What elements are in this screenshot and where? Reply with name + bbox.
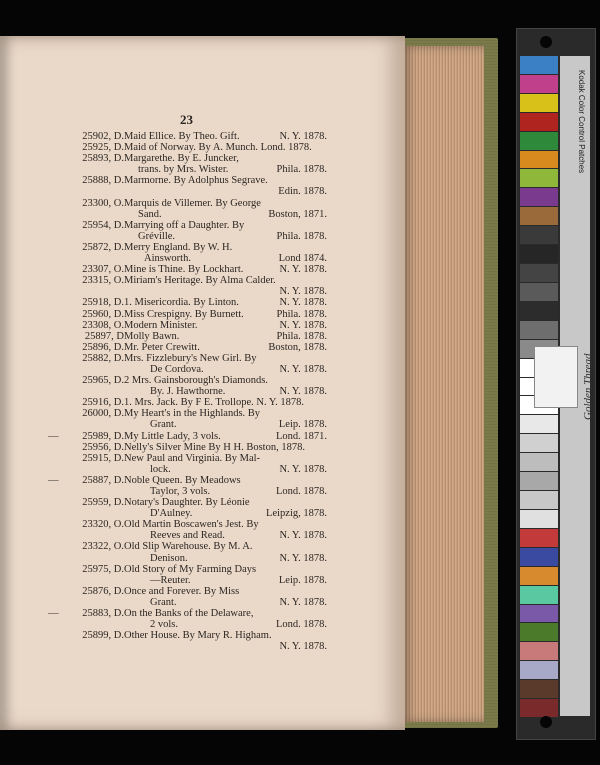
catalog-line <box>0 442 405 453</box>
catalog-line <box>0 153 405 164</box>
call-number: 25888, D. <box>82 175 124 187</box>
color-patch <box>520 188 558 206</box>
catalog-line <box>0 342 405 353</box>
call-number: 25893, D. <box>82 153 124 165</box>
color-patch <box>520 529 558 547</box>
catalog-line <box>0 464 405 475</box>
color-patch <box>520 226 558 244</box>
entry-title: 1. Misericordia. By Linton. <box>124 297 239 309</box>
color-patch <box>520 434 558 452</box>
entry-title: Molly Bawn. <box>124 330 180 342</box>
color-patch <box>520 75 558 93</box>
entry-title: Marrying off a Daughter. By <box>124 219 245 231</box>
entry-title: Miriam's Heritage. By Alma Calder. <box>124 275 276 287</box>
catalog-line <box>0 397 405 408</box>
call-number: 25960, D. <box>82 308 124 320</box>
call-number: 25915, D. <box>82 452 124 464</box>
call-number: 25956, D. <box>82 441 124 453</box>
publication-place-year: N. Y. 1878. <box>279 530 327 542</box>
call-number: 25975, D. <box>82 563 124 575</box>
publication-place-year: N. Y. 1878. <box>279 463 327 475</box>
entry-title: Grant. <box>150 596 177 608</box>
entry-title: Maid of Norway. By A. Munch. Lond. 1878. <box>124 142 312 154</box>
color-patch <box>520 586 558 604</box>
color-patch <box>520 642 558 660</box>
call-number: 25896, D. <box>82 341 124 353</box>
call-number: 25916, D. <box>82 397 124 409</box>
call-number: 25965, D. <box>82 375 124 387</box>
color-patch <box>520 680 558 698</box>
call-number: 23322, O. <box>82 541 124 553</box>
catalog-line <box>0 431 405 442</box>
catalog-line <box>0 475 405 486</box>
entry-title: Ainsworth. <box>144 253 191 265</box>
page-edges <box>402 46 484 722</box>
call-number: 25989, D. <box>82 430 124 442</box>
call-number: 25882, D. <box>82 352 124 364</box>
catalog-line <box>0 375 405 386</box>
publication-place-year: Lond 1874. <box>278 253 327 265</box>
catalog-line <box>0 220 405 231</box>
call-number: 25959, D. <box>82 497 124 509</box>
catalog-line <box>0 586 405 597</box>
catalog-line <box>0 486 405 497</box>
publication-place-year: N. Y. 1878. <box>279 319 327 331</box>
catalog-line <box>0 209 405 220</box>
call-number: 25897, D <box>84 330 124 342</box>
call-number: 25887, D. <box>82 474 124 486</box>
catalog-line <box>0 242 405 253</box>
entry-title: Once and Forever. By Miss <box>124 585 240 597</box>
card-hole-bottom <box>540 716 552 728</box>
entry-title: Reeves and Read. <box>150 530 225 542</box>
catalog-line <box>0 175 405 186</box>
color-patch <box>520 548 558 566</box>
card-hole-top <box>540 36 552 48</box>
color-patch <box>520 567 558 585</box>
entry-title: Marquis de Villemer. By George <box>124 197 261 209</box>
catalog-line <box>0 353 405 364</box>
catalog-line <box>0 497 405 508</box>
entry-title: Taylor, 3 vols. <box>150 486 211 497</box>
call-number: 25918, D. <box>82 297 124 309</box>
color-patch <box>520 264 558 282</box>
entry-title: Maid Ellice. By Theo. Gift. <box>124 131 240 142</box>
color-patch <box>520 605 558 623</box>
entry-title: Gréville. <box>138 230 176 242</box>
call-number: 25899, D. <box>82 630 124 642</box>
color-patch <box>520 56 558 74</box>
entry-title: My Heart's in the Highlands. By <box>124 408 261 420</box>
call-number: 25925, D. <box>82 142 124 154</box>
catalog-line <box>0 364 405 375</box>
publication-place-year: Edin. 1878. <box>278 186 327 198</box>
color-patch <box>520 207 558 225</box>
publication-place-year: N. Y. 1878. <box>279 297 327 309</box>
call-number: 23307, O. <box>82 264 124 276</box>
entry-title: lock. <box>150 463 171 475</box>
color-patch <box>520 169 558 187</box>
target-tag <box>534 346 578 408</box>
catalog-line <box>0 597 405 608</box>
entry-title: Grant. <box>150 419 177 431</box>
entry-title: Miss Crespigny. By Burnett. <box>124 308 244 320</box>
color-patch <box>520 151 558 169</box>
catalog-line <box>0 309 405 320</box>
catalog-line <box>0 641 405 652</box>
entry-title: Noble Queen. By Meadows <box>124 474 241 486</box>
publication-place-year: Boston, 1878. <box>268 341 327 353</box>
entry-title: Sand. <box>138 208 162 220</box>
catalog-line <box>0 142 405 153</box>
color-patch <box>520 321 558 339</box>
call-number: 25902, D. <box>82 131 124 142</box>
call-number: 25876, D. <box>82 585 124 597</box>
color-patch <box>520 415 558 433</box>
publication-place-year: Lond. 1871. <box>275 430 327 442</box>
catalog-line <box>0 530 405 541</box>
color-card-brand: Kodak Color Control Patches <box>577 70 586 174</box>
page-number: 23 <box>180 112 193 127</box>
margin-mark: — <box>48 608 59 620</box>
entry-title: D'Aulney. <box>150 508 193 520</box>
publication-place-year: N. Y. 1878. <box>279 552 327 564</box>
catalog-line <box>0 564 405 575</box>
publication-place-year: Leip. 1878. <box>278 419 327 431</box>
entry-title: 1. Mrs. Jack. By F E. Trollope. N. Y. 1878. <box>124 397 304 409</box>
catalog-line <box>0 198 405 209</box>
entry-title: Old Martin Boscawen's Jest. By <box>124 519 259 531</box>
catalog-line <box>0 320 405 331</box>
entry-title: Merry England. By W. H. <box>124 241 233 253</box>
publication-place-year: Lond. 1878. <box>275 619 327 631</box>
call-number: 23308, O. <box>82 319 124 331</box>
publication-place-year: Boston, 1871. <box>268 208 327 220</box>
entry-title: Margarethe. By E. Juncker, <box>124 153 239 165</box>
publication-place-year: N. Y. 1878. <box>279 131 327 142</box>
catalog-line <box>0 630 405 641</box>
call-number: 25872, D. <box>82 241 124 253</box>
entry-title: Marmorne. By Adolphus Segrave. <box>124 175 268 187</box>
color-patch <box>520 94 558 112</box>
color-patch <box>520 113 558 131</box>
entry-title: trans. by Mrs. Wister. <box>138 164 229 176</box>
entry-title: De Cordova. <box>150 363 204 375</box>
color-patch <box>520 132 558 150</box>
publication-place-year: N. Y. 1878. <box>279 596 327 608</box>
catalog-line <box>0 386 405 397</box>
entry-title: 2 vols. <box>150 619 179 631</box>
golden-thread-label: Golden Thread <box>582 353 594 420</box>
catalog-line <box>0 275 405 286</box>
entry-title: Old Slip Warehouse. By M. A. <box>124 541 253 553</box>
catalog-line <box>0 419 405 430</box>
catalog-line <box>0 286 405 297</box>
publication-place-year: Phila. 1878. <box>276 330 327 342</box>
entry-title: Other House. By Mary R. Higham. <box>124 630 272 642</box>
entry-title: Mrs. Fizzlebury's New Girl. By <box>124 352 257 364</box>
publication-place-year: Phila. 1878. <box>276 230 327 242</box>
call-number: 26000, D. <box>82 408 124 420</box>
catalog-line <box>0 164 405 175</box>
entry-title: New Paul and Virginia. By Mal- <box>124 452 261 464</box>
publication-place-year: N. Y. 1878. <box>279 363 327 375</box>
catalog-line <box>0 541 405 552</box>
publication-place-year: N. Y. 1878. <box>279 264 327 276</box>
entry-title: My Little Lady, 3 vols. <box>124 430 221 442</box>
catalog-line <box>0 519 405 530</box>
publication-place-year: N. Y. 1878. <box>279 386 327 398</box>
margin-mark: — <box>48 430 59 442</box>
publication-place-year: Leipzig, 1878. <box>266 508 327 520</box>
publication-place-year: N. Y. 1878. <box>279 286 327 298</box>
call-number: 25954, D. <box>82 219 124 231</box>
entry-title: On the Banks of the Delaware, <box>124 608 254 620</box>
publication-place-year: Phila. 1878. <box>276 164 327 176</box>
color-patch <box>520 302 558 320</box>
catalog-line <box>0 508 405 519</box>
color-patch <box>520 283 558 301</box>
catalog-line <box>0 186 405 197</box>
entry-title: Mine is Thine. By Lockhart. <box>124 264 244 276</box>
catalog-line <box>0 408 405 419</box>
catalog-line <box>0 575 405 586</box>
color-patch <box>520 453 558 471</box>
catalog-line <box>0 297 405 308</box>
catalog-line <box>0 619 405 630</box>
call-number: 23320, O. <box>82 519 124 531</box>
entry-title: Denison. <box>150 552 188 564</box>
entry-title: —Reuter. <box>150 574 191 586</box>
entry-title: Modern Minister. <box>124 319 198 331</box>
entry-title: 2 Mrs. Gainsborough's Diamonds. <box>124 375 268 387</box>
catalog-line <box>0 253 405 264</box>
publication-place-year: Lond. 1878. <box>275 486 327 497</box>
entry-title: By. J. Hawthorne. <box>150 386 226 398</box>
publication-place-year: Phila. 1878. <box>276 308 327 320</box>
entry-title: Notary's Daughter. By Léonie <box>124 497 250 509</box>
call-number: 25883, D. <box>82 608 124 620</box>
catalog-line <box>0 264 405 275</box>
color-patch <box>520 245 558 263</box>
color-patch <box>520 699 558 717</box>
color-patch <box>520 661 558 679</box>
catalog-line <box>0 231 405 242</box>
color-patch <box>520 510 558 528</box>
publication-place-year: Leip. 1878. <box>278 574 327 586</box>
catalog-line <box>0 131 405 142</box>
catalog-line <box>0 553 405 564</box>
entry-title: Nelly's Silver Mine By H H. Boston, 1878. <box>124 441 305 453</box>
call-number: 23300, O. <box>82 197 124 209</box>
margin-mark: — <box>48 474 59 486</box>
catalog-line <box>0 331 405 342</box>
call-number: 23315, O. <box>82 275 124 287</box>
color-patch <box>520 623 558 641</box>
color-patch <box>520 491 558 509</box>
publication-place-year: N. Y. 1878. <box>279 641 327 653</box>
entry-title: Mr. Peter Crewitt. <box>124 341 200 353</box>
catalog-line <box>0 608 405 619</box>
entry-title: Old Story of My Farming Days <box>124 563 257 575</box>
catalog-line <box>0 453 405 464</box>
catalog-entries <box>0 131 405 652</box>
color-patch <box>520 472 558 490</box>
